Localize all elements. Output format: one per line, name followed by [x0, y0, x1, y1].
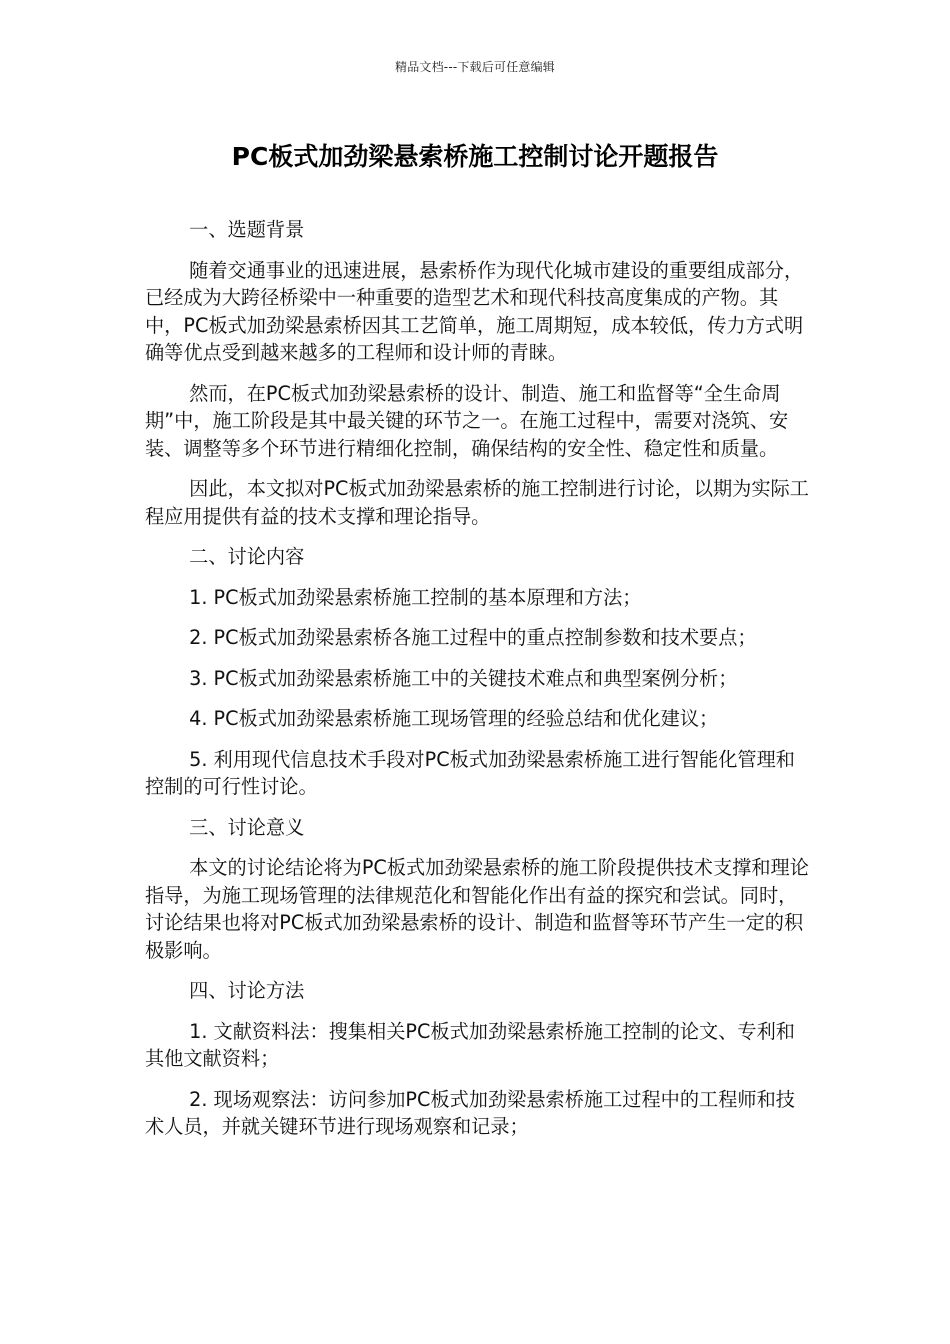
- method-item-2: 2. 现场观察法：访问参加PC板式加劲梁悬索桥施工过程中的工程师和技术人员，并就关键环节进行现场观察和记录；: [145, 1087, 795, 1138]
- section-heading-content: 二、讨论内容: [189, 545, 305, 568]
- method-item-1: 1. 文献资料法：搜集相关PC板式加劲梁悬索桥施工控制的论文、专利和其他文献资料；: [145, 1019, 795, 1070]
- paragraph-background-2: 然而，在PC板式加劲梁悬索桥的设计、制造、施工和监督等“全生命周期”中，施工阶段是其中最关键的环节之一。在施工过程中，需要对浇筑、安装、调整等多个环节进行精细化控制，确保结构的安全性、稳定性和质量。: [145, 381, 789, 460]
- section-heading-methods: 四、讨论方法: [189, 979, 305, 1002]
- paragraph-significance: 本文的讨论结论将为PC板式加劲梁悬索桥的施工阶段提供技术支撑和理论指导，为施工现场管理的法律规范化和智能化作出有益的探究和尝试。同时，讨论结果也将对PC板式加劲梁悬索桥的设计、制造和监督等环节产生一定的积极影响。: [145, 856, 809, 962]
- document-body: [145, 216, 810, 1154]
- content-item-2: 2. PC板式加劲梁悬索桥各施工过程中的重点控制参数和技术要点；: [189, 626, 757, 649]
- content-item-5: 5. 利用现代信息技术手段对PC板式加劲梁悬索桥施工进行智能化管理和控制的可行性讨论。: [145, 747, 795, 798]
- header-note: 精品文档---下载后可任意编辑: [395, 60, 555, 74]
- document-title: PC板式加劲梁悬索桥施工控制讨论开题报告: [231, 142, 719, 171]
- content-item-1: 1. PC板式加劲梁悬索桥施工控制的基本原理和方法；: [189, 585, 642, 609]
- section-heading-significance: 三、讨论意义: [189, 815, 305, 839]
- content-item-3: 3. PC板式加劲梁悬索桥施工中的关键技术难点和典型案例分析；: [189, 666, 738, 690]
- paragraph-background-3: 因此，本文拟对PC板式加劲梁悬索桥的施工控制进行讨论，以期为实际工程应用提供有益的技术支撑和理论指导。: [145, 477, 809, 528]
- paragraph-background-1: 随着交通事业的迅速进展，悬索桥作为现代化城市建设的重要组成部分，已经成为大跨径桥梁中一种重要的造型艺术和现代科技高度集成的产物。其中，PC板式加劲梁悬索桥因其工艺简单，施工周期短，成本较低，传力方式明确等优点受到越来越多的工程师和设计师的青睐。: [145, 258, 804, 364]
- section-heading-background: 一、选题背景: [189, 218, 305, 241]
- content-item-4: 4. PC板式加劲梁悬索桥施工现场管理的经验总结和优化建议；: [189, 707, 719, 730]
